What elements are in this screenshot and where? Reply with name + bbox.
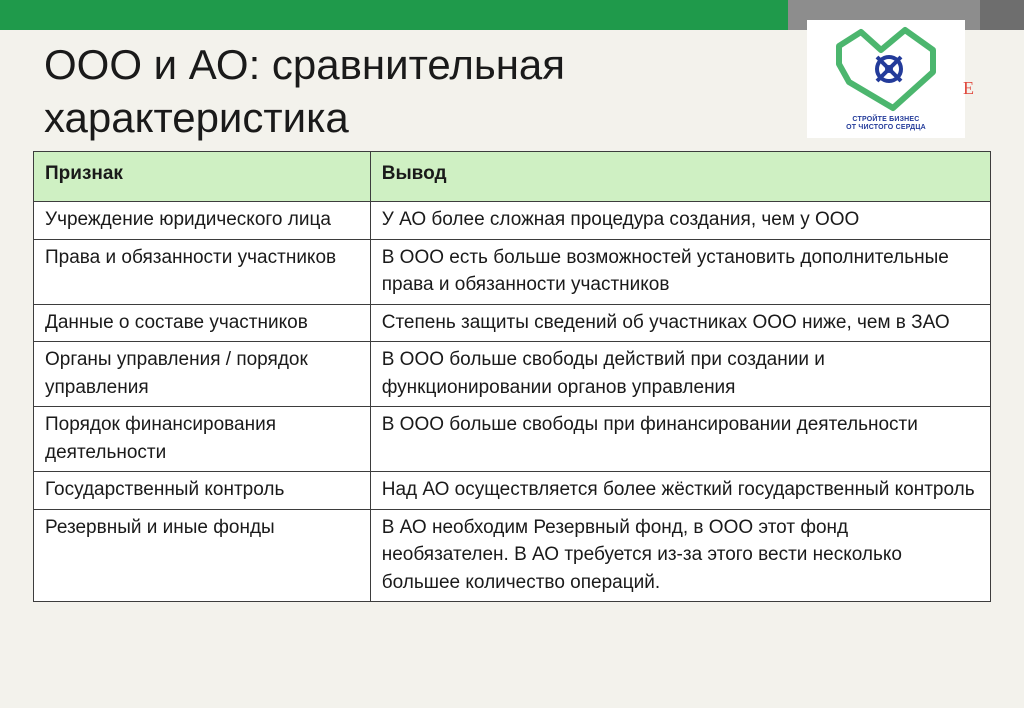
- conclusion-cell: Степень защиты сведений об участниках ООО ниже, чем в ЗАО: [370, 304, 990, 342]
- feature-cell: Данные о составе участников: [34, 304, 371, 342]
- comparison-table: [33, 151, 991, 602]
- logo-partial-letter: E: [963, 78, 974, 98]
- logo-slogan-line-2: ОТ ЧИСТОГО СЕРДЦА: [846, 124, 926, 131]
- logo-slogan-line-1: СТРОЙТЕ БИЗНЕС: [852, 116, 920, 123]
- logo-slogan: [807, 116, 965, 132]
- conclusion-cell: В ООО больше свободы действий при создании и функционировании органов управления: [370, 342, 990, 407]
- top-accent-strip: [980, 0, 1024, 30]
- feature-cell: Права и обязанности участников: [34, 239, 371, 304]
- slide-title: ООО и АО: сравнительная характеристика: [44, 41, 566, 141]
- heart-outline-with-knot-icon: [821, 24, 951, 116]
- conclusion-cell: В ООО есть больше возможностей установить дополнительные права и обязанности участников: [370, 239, 990, 304]
- feature-cell: Государственный контроль: [34, 472, 371, 510]
- table-row: [34, 202, 991, 240]
- feature-cell: Резервный и иные фонды: [34, 509, 371, 602]
- conclusion-cell: В ООО больше свободы при финансировании деятельности: [370, 407, 990, 472]
- company-logo: [807, 20, 965, 138]
- feature-cell: Органы управления / порядок управления: [34, 342, 371, 407]
- table-row: [34, 342, 991, 407]
- table-row: [34, 407, 991, 472]
- feature-cell: Учреждение юридического лица: [34, 202, 371, 240]
- conclusion-cell: У АО более сложная процедура создания, чем у ООО: [370, 202, 990, 240]
- table-header-row: [34, 152, 991, 202]
- feature-cell: Порядок финансирования деятельности: [34, 407, 371, 472]
- table-row: [34, 472, 991, 510]
- header-conclusion: Вывод: [370, 152, 990, 202]
- top-accent-bar: [0, 0, 788, 30]
- conclusion-cell: В АО необходим Резервный фонд, в ООО этот фонд необязателен. В АО требуется из-за этого вести несколько большее количество операций.: [370, 509, 990, 602]
- header-feature: Признак: [34, 152, 371, 202]
- conclusion-cell: Над АО осуществляется более жёсткий государственный контроль: [370, 472, 990, 510]
- table-row: [34, 304, 991, 342]
- table-row: [34, 239, 991, 304]
- table-row: [34, 509, 991, 602]
